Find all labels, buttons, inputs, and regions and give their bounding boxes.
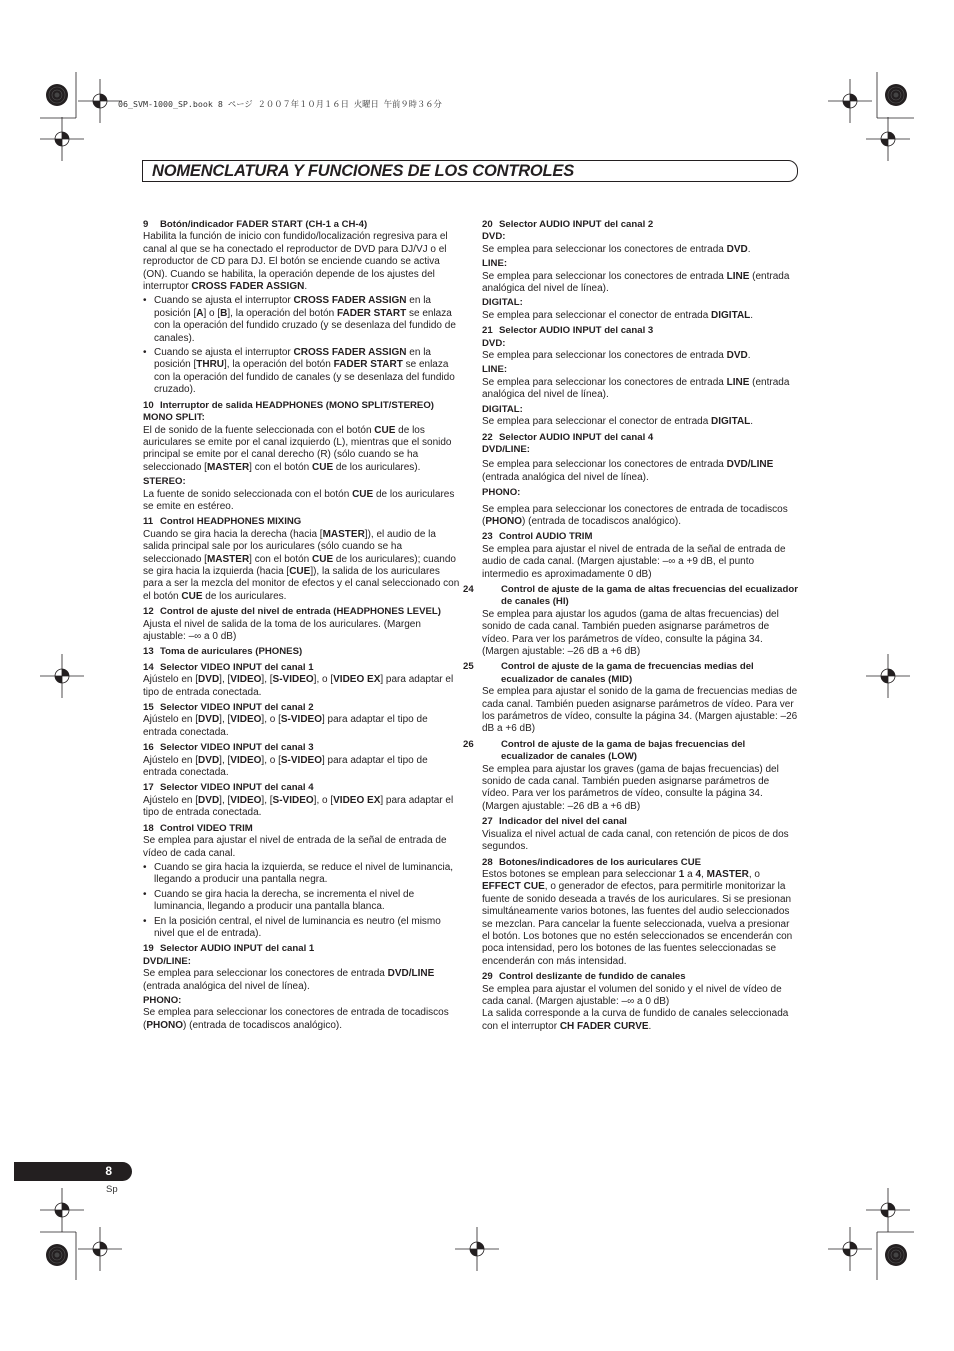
item-14-heading: 14 Selector VIDEO INPUT del canal 1	[143, 661, 314, 673]
item-21-text-digital: Se emplea para seleccionar el conector de entrada DIGITAL.	[482, 416, 754, 428]
item-19-sub-phono: PHONO:	[143, 994, 182, 1006]
item-21-text-dvd: Se emplea para seleccionar los conectores de entrada DVD.	[482, 350, 751, 362]
left-column	[143, 219, 461, 1032]
item-9-bullet-1: • Cuando se ajusta el interruptor CROSS FADER ASSIGN en la posición [A] o [B], la operación del botón FADER START se enlaza con la operación del fundido cruzado (y se desenlaza del fundido de canales).	[143, 295, 456, 344]
item-20-text-digital: Se emplea para seleccionar el conector de entrada DIGITAL.	[482, 309, 754, 321]
registration-mark-mid-left	[40, 654, 84, 698]
item-28-heading: 28 Botones/indicadores de los auriculares CUE	[482, 856, 702, 868]
registration-mark-bottom-right	[828, 1188, 914, 1280]
item-25-heading: 25 Control de ajuste de la gama de frecuencias medias del ecualizador de canales (MID)	[463, 661, 754, 685]
item-18-bullet-1: • Cuando se gira hacia la izquierda, se reduce el nivel de luminancia, llegando a producir una pantalla negra.	[143, 861, 454, 886]
item-27-text: Visualiza el nivel actual de cada canal, con retención de picos de dos segundos.	[482, 828, 789, 853]
item-20-sub-line: LINE:	[482, 258, 508, 270]
item-27-heading: 27 Indicador del nivel del canal	[482, 816, 627, 828]
item-10-heading: 10 Interruptor de salida HEADPHONES (MONO SPLIT/STEREO)	[143, 399, 434, 411]
item-22-text-phono: Se emplea para seleccionar los conectores de entrada de tocadiscos (PHONO) (entrada de tocadiscos analógico).	[482, 503, 788, 527]
item-10-text-mono: El de sonido de la fuente seleccionada con el botón CUE de los auriculares se emite por el canal izquierdo (L), mientras que el sonido principal se emite por el canal derecho (R) (sólo cuando se ha seleccionado [MASTER] con el botón CUE de los auriculares).	[143, 424, 452, 473]
item-18-heading: 18 Control VIDEO TRIM	[143, 822, 253, 834]
item-23-text: Se emplea para ajustar el nivel de entrada de la señal de entrada de audio de cada canal. (Margen ajustable: –∞ a +9 dB, el punto intermedio es aproximadamente 0 dB)	[482, 543, 786, 580]
book-file-info: 06_SVM-1000_SP.book 8 ページ ２００７年１０月１６日 火曜日 午前９時３６分	[118, 99, 442, 109]
item-24-heading: 24 Control de ajuste de la gama de altas frecuencias del ecualizador de canales (HI)	[463, 583, 798, 608]
item-21-heading: 21 Selector AUDIO INPUT del canal 3	[482, 325, 654, 337]
item-17-heading: 17 Selector VIDEO INPUT del canal 4	[143, 782, 314, 794]
registration-mark-bottom-left	[40, 1188, 122, 1280]
item-16-heading: 16 Selector VIDEO INPUT del canal 3	[143, 742, 314, 754]
item-14-text: Ajústelo en [DVD], [VIDEO], [S-VIDEO], o [VIDEO EX] para adaptar el tipo de entrada conectada.	[143, 674, 454, 698]
item-11-text: Cuando se gira hacia la derecha (hacia [MASTER]), el audio de la salida principal sale por los auriculares (sólo cuando se ha seleccionado [MASTER] con el botón CUE de los auriculares); cuando se gira hacia la izquierda (hacia [CUE]), la salida de los auriculares para a ser la mezcla del monitor de efectos y el canal seleccionado con el botón CUE de los auriculares.	[143, 528, 460, 602]
item-16-text: Ajústelo en [DVD], [VIDEO], o [S-VIDEO] para adaptar el tipo de entrada conectada.	[143, 754, 428, 779]
item-22-sub-phono: PHONO:	[482, 487, 521, 499]
item-24-text: Se emplea para ajustar los agudos (gama de altas frecuencias) del sonido de cada canal. También pueden asignarse parámetros de vídeo. Para ver los parámetros de vídeo, consulte la página 34. (Margen ajustable: –26 dB a +6 dB)	[482, 608, 779, 657]
item-9-bullet-2: • Cuando se ajusta el interruptor CROSS FADER ASSIGN en la posición [THRU], la operación del botón FADER START se enlaza con la operación del fundido de canales (y se desenlaza del fundido cruzado).	[143, 347, 455, 396]
item-23-heading: 23 Control AUDIO TRIM	[482, 531, 593, 543]
right-column	[463, 219, 799, 1033]
item-28-text: Estos botones se emplean para seleccionar 1 a 4, MASTER, o EFFECT CUE, o generador de efectos, para permitirle monitorizar la fuente de sonido deseada a través de los auriculares. Si se presionan simultáneamente varios botones, las fuentes del audio seleccionados se mezclan. Para cancelar la fuente seleccionada, vuelva a presionar el botón. Los botones que no estén seleccionados se encenderán con poca intensidad, pero los botones de las fuentes seleccionadas se encenderán con más intensidad.	[482, 868, 793, 967]
item-11-heading: 11 Control HEADPHONES MIXING	[143, 516, 302, 528]
section-title: NOMENCLATURA Y FUNCIONES DE LOS CONTROLES	[152, 162, 575, 180]
page-number-tab	[14, 1162, 132, 1181]
item-19-heading: 19 Selector AUDIO INPUT del canal 1	[143, 943, 315, 955]
item-26-text: Se emplea para ajustar los graves (gama de bajas frecuencias) del sonido de cada canal. También pueden asignarse parámetros de vídeo. Para ver los parámetros de vídeo, consulte la página 34. (Margen ajustable: –26 dB a +6 dB)	[482, 763, 779, 812]
item-21-sub-digital: DIGITAL:	[482, 403, 523, 415]
item-10-text-stereo: La fuente de sonido seleccionada con el botón CUE de los auriculares se emite en estéreo.	[143, 488, 455, 512]
item-19-sub-dvdline: DVD/LINE:	[143, 955, 191, 967]
item-21-sub-dvd: DVD:	[482, 337, 506, 349]
item-21-text-line: Se emplea para seleccionar los conectores de entrada LINE (entrada analógica del nivel de línea).	[482, 376, 790, 401]
page-number: 8	[105, 1164, 112, 1178]
item-20-text-line: Se emplea para seleccionar los conectores de entrada LINE (entrada analógica del nivel de línea).	[482, 270, 790, 295]
item-20-heading: 20 Selector AUDIO INPUT del canal 2	[482, 219, 654, 230]
item-22-sub-dvdline: DVD/LINE:	[482, 443, 530, 455]
item-25-text: Se emplea para ajustar el sonido de la gama de frecuencias medias de cada canal. También pueden asignarse parámetros de vídeo. Para ver los parámetros de vídeo, consulte la página 34. (Margen ajustable: –26 dB a +6 dB)	[482, 686, 798, 735]
registration-mark-top-left	[40, 72, 122, 161]
item-20-sub-dvd: DVD:	[482, 231, 506, 243]
item-17-text: Ajústelo en [DVD], [VIDEO], [S-VIDEO], o [VIDEO EX] para adaptar el tipo de entrada conectada.	[143, 794, 454, 819]
item-15-text: Ajústelo en [DVD], [VIDEO], o [S-VIDEO] para adaptar el tipo de entrada conectada.	[143, 714, 428, 738]
item-13-heading: 13 Toma de auriculares (PHONES)	[143, 646, 303, 658]
item-18-text: Se emplea para ajustar el nivel de entrada de la señal de entrada de vídeo de cada canal.	[143, 835, 447, 859]
item-22-text-dvdline: Se emplea para seleccionar los conectores de entrada DVD/LINE (entrada analógica del nivel de línea).	[482, 459, 774, 483]
item-15-heading: 15 Selector VIDEO INPUT del canal 2	[143, 702, 314, 714]
item-9-text: Habilita la función de inicio con fundido/localización regresiva para el canal al que se ha conectado el reproductor de DVD para DJ/VJ o el reproductor de CD para DJ. El botón se enciende cuando se activa (ON). Cuando se habilita, la operación depende de los ajustes del interruptor CROSS FADER ASSIGN.	[143, 231, 448, 293]
item-9-heading: 9 Botón/indicador FADER START (CH-1 a CH-4)	[143, 219, 368, 230]
registration-mark-mid-right	[866, 654, 910, 698]
language-code: Sp	[106, 1184, 118, 1195]
item-12-heading: 12 Control de ajuste del nivel de entrada (HEADPHONES LEVEL)	[143, 606, 441, 618]
registration-mark-top-right	[828, 72, 914, 161]
item-29-text-2: La salida corresponde a la curva de fundido de canales seleccionada con el interruptor CH FADER CURVE.	[482, 1008, 789, 1032]
item-20-sub-digital: DIGITAL:	[482, 297, 523, 309]
item-12-text: Ajusta el nivel de salida de la toma de los auriculares. (Margen ajustable: –∞ a 0 dB)	[143, 618, 421, 642]
item-10-sub-mono: MONO SPLIT:	[143, 412, 205, 424]
item-29-text-1: Se emplea para ajustar el volumen del sonido y el nivel de vídeo de cada canal. (Margen ajustable: –∞ a 0 dB)	[482, 983, 782, 1007]
item-18-bullet-2: • Cuando se gira hacia la derecha, se incrementa el nivel de luminancia, llegando a producir una pantalla blanca.	[143, 888, 415, 913]
item-18-bullet-3: • En la posición central, el nivel de luminancia es neutro (el mismo nivel que el de entrada).	[143, 915, 441, 939]
item-22-heading: 22 Selector AUDIO INPUT del canal 4	[482, 431, 654, 443]
registration-mark-bottom-center	[455, 1227, 499, 1271]
item-29-heading: 29 Control deslizante de fundido de canales	[482, 971, 686, 983]
item-21-sub-line: LINE:	[482, 364, 508, 376]
item-19-text-phono: Se emplea para seleccionar los conectores de entrada de tocadiscos (PHONO) (entrada de tocadiscos analógico).	[143, 1007, 449, 1031]
item-26-heading: 26 Control de ajuste de la gama de bajas frecuencias del ecualizador de canales (LOW)	[463, 738, 746, 763]
item-20-text-dvd: Se emplea para seleccionar los conectores de entrada DVD.	[482, 243, 751, 255]
item-10-sub-stereo: STEREO:	[143, 476, 186, 488]
item-19-text-dvdline: Se emplea para seleccionar los conectores de entrada DVD/LINE (entrada analógica del nivel de línea).	[143, 968, 435, 992]
